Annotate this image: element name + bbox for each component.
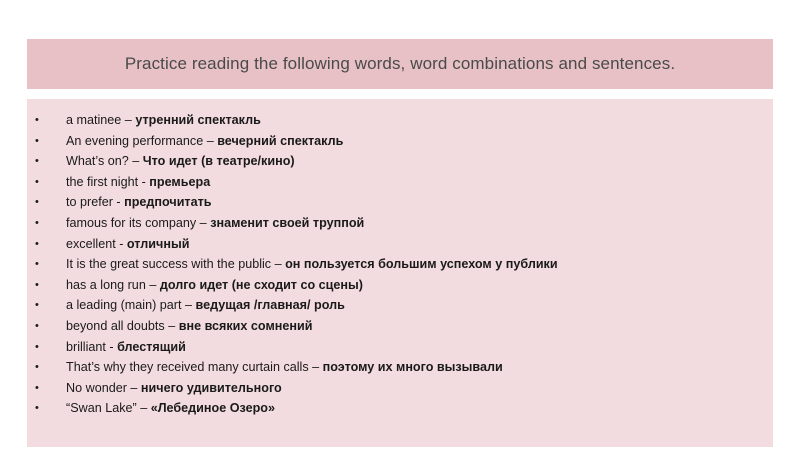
bullet-icon: •: [35, 319, 39, 332]
russian-translation: долго идет (не сходит со сцены): [159, 277, 363, 292]
english-phrase: beyond all doubts –: [66, 318, 179, 333]
bullet-icon: •: [35, 278, 39, 291]
english-phrase: has a long run –: [66, 277, 160, 292]
list-item: [27, 275, 773, 296]
list-item: [27, 254, 773, 275]
english-phrase: No wonder –: [66, 380, 141, 395]
russian-translation: знаменит своей труппой: [210, 215, 365, 230]
bullet-icon: •: [35, 175, 39, 188]
bullet-icon: •: [35, 361, 39, 374]
russian-translation: «Лебединое Озеро»: [150, 401, 275, 416]
list-item: [27, 357, 773, 378]
list-item: [27, 192, 773, 213]
russian-translation: Что идет (в театре/кино): [142, 154, 295, 169]
russian-translation: ничего удивительного: [140, 380, 282, 395]
list-item: [27, 131, 773, 152]
english-phrase: the first night -: [66, 174, 150, 189]
bullet-icon: •: [35, 216, 39, 229]
bullet-icon: •: [35, 114, 39, 126]
russian-translation: поэтому их много вызывали: [322, 360, 503, 375]
list-item: [27, 378, 773, 399]
english-phrase: That’s why they received many curtain calls –: [66, 360, 323, 375]
russian-translation: блестящий: [117, 339, 186, 354]
russian-translation: ведущая /главная/ роль: [195, 298, 345, 313]
russian-translation: утренний спектакль: [135, 113, 261, 127]
bullet-icon: •: [35, 299, 39, 312]
list-item: [27, 213, 773, 234]
bullet-icon: •: [35, 134, 39, 147]
bullet-icon: •: [35, 196, 39, 209]
russian-translation: предпочитать: [124, 195, 212, 210]
list-item: [27, 234, 773, 255]
russian-translation: вне всяких сомнений: [178, 318, 313, 333]
english-phrase: An evening performance –: [66, 133, 218, 148]
bullet-icon: •: [35, 340, 39, 353]
english-phrase: to prefer -: [66, 195, 125, 210]
list-item: [27, 398, 773, 419]
vocabulary-list: [27, 110, 773, 419]
english-phrase: It is the great success with the public –: [66, 257, 286, 272]
english-phrase: famous for its company –: [66, 215, 211, 230]
russian-translation: отличный: [126, 236, 190, 251]
list-item: [27, 151, 773, 172]
list-item: [27, 295, 773, 316]
english-phrase: What’s on? –: [66, 154, 143, 169]
bullet-icon: •: [35, 155, 39, 168]
title-bar: [27, 39, 773, 89]
english-phrase: a matinee –: [66, 113, 136, 127]
russian-translation: он пользуется большим успехом у публики: [285, 257, 558, 272]
english-phrase: “Swan Lake” –: [66, 401, 151, 416]
list-item: [27, 337, 773, 358]
bullet-icon: •: [35, 381, 39, 394]
bullet-icon: •: [35, 258, 39, 271]
russian-translation: премьера: [149, 174, 211, 189]
list-item: [27, 316, 773, 337]
english-phrase: a leading (main) part –: [66, 298, 196, 313]
list-item: [27, 110, 773, 131]
russian-translation: вечерний спектакль: [217, 133, 344, 148]
list-item: [27, 172, 773, 193]
bullet-icon: •: [35, 237, 39, 250]
english-phrase: brilliant -: [66, 339, 118, 354]
english-phrase: excellent -: [66, 236, 127, 251]
bullet-icon: •: [35, 402, 39, 415]
slide-title: Practice reading the following words, word combinations and sentences.: [124, 54, 676, 73]
content-box: [27, 99, 773, 447]
